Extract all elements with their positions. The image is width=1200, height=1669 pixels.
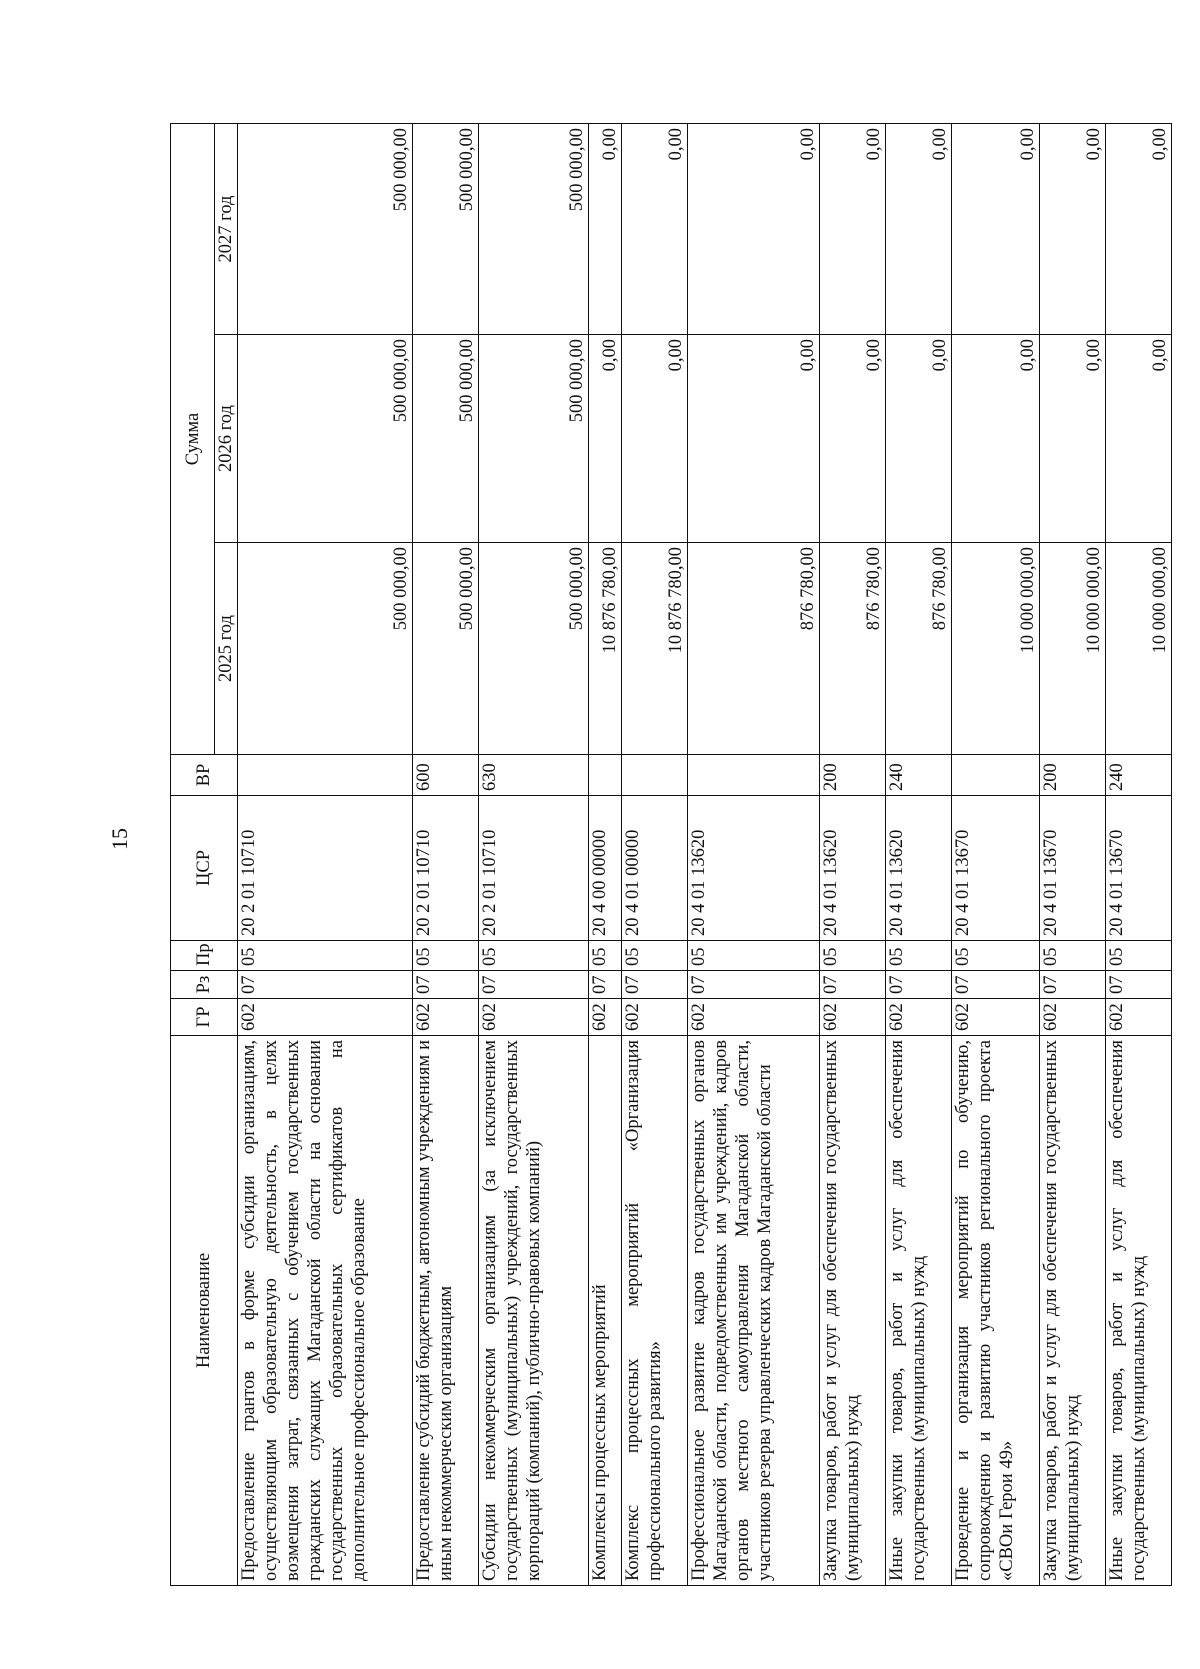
row-name: Проведение и организация мероприятий по обучению, сопровождению и развитию участников регионального проекта «СВОи Герои 49» — [952, 1036, 1040, 1586]
header-name: Наименование — [171, 1036, 238, 1586]
header-2027: 2027 год — [215, 123, 238, 334]
row-2026: 0,00 — [688, 335, 820, 543]
row-rz: 07 — [238, 971, 413, 999]
row-name: Закупка товаров, работ и услуг для обеспечения государственных (муниципальных) нужд — [820, 1036, 886, 1586]
row-name: Комплекс процессных мероприятий «Организация профессионального развития» — [622, 1036, 688, 1586]
row-rz: 07 — [820, 971, 886, 999]
row-2026: 0,00 — [1040, 335, 1106, 543]
header-gr: ГР — [171, 999, 238, 1036]
row-csr: 20 4 01 13670 — [1040, 796, 1106, 941]
row-vr — [952, 755, 1040, 796]
row-vr: 600 — [413, 755, 479, 796]
row-gr: 602 — [820, 999, 886, 1036]
row-rz: 07 — [589, 971, 622, 999]
budget-table — [170, 123, 1172, 1586]
row-gr: 602 — [886, 999, 952, 1036]
row-csr: 20 4 01 13670 — [952, 796, 1040, 941]
row-gr: 602 — [952, 999, 1040, 1036]
row-pr: 05 — [622, 941, 688, 971]
header-sum: Сумма — [171, 123, 215, 754]
row-2026: 0,00 — [1106, 335, 1172, 543]
row-2025: 876 780,00 — [886, 543, 952, 755]
row-csr: 20 2 01 10710 — [238, 796, 413, 941]
row-name: Иные закупки товаров, работ и услуг для обеспечения государственных (муниципальных) нужд — [1106, 1036, 1172, 1586]
row-vr — [238, 755, 413, 796]
row-csr: 20 4 01 00000 — [622, 796, 688, 941]
row-2026: 0,00 — [820, 335, 886, 543]
row-2025: 876 780,00 — [688, 543, 820, 755]
row-2026: 500 000,00 — [238, 335, 413, 543]
rotated-page-body — [170, 124, 1170, 1586]
row-2027: 0,00 — [1040, 123, 1106, 334]
row-2025: 500 000,00 — [479, 543, 589, 755]
header-rz: Рз — [171, 971, 238, 999]
table-row — [622, 123, 688, 1585]
row-pr: 05 — [1106, 941, 1172, 971]
row-pr: 05 — [820, 941, 886, 971]
row-rz: 07 — [479, 971, 589, 999]
row-csr: 20 4 01 13620 — [820, 796, 886, 941]
row-csr: 20 4 01 13670 — [1106, 796, 1172, 941]
row-csr: 20 4 00 00000 — [589, 796, 622, 941]
row-csr: 20 4 01 13620 — [886, 796, 952, 941]
row-rz: 07 — [413, 971, 479, 999]
row-2025: 876 780,00 — [820, 543, 886, 755]
table-row — [688, 123, 820, 1585]
row-gr: 602 — [1106, 999, 1172, 1036]
page-number: 15 — [107, 828, 132, 850]
row-name: Субсидии некоммерческим организациям (за исключением государственных (муниципальных) учреждений, государственных корпораций (компаний), публично-правовых компаний) — [479, 1036, 589, 1586]
row-2027: 0,00 — [622, 123, 688, 334]
row-2027: 0,00 — [1106, 123, 1172, 334]
table-row — [820, 123, 886, 1585]
header-2025: 2025 год — [215, 543, 238, 755]
row-2027: 0,00 — [886, 123, 952, 334]
row-rz: 07 — [622, 971, 688, 999]
row-pr: 05 — [1040, 941, 1106, 971]
row-2025: 10 876 780,00 — [622, 543, 688, 755]
row-pr: 05 — [688, 941, 820, 971]
row-gr: 602 — [238, 999, 413, 1036]
row-pr: 05 — [589, 941, 622, 971]
row-pr: 05 — [238, 941, 413, 971]
row-2026: 500 000,00 — [479, 335, 589, 543]
table-row — [886, 123, 952, 1585]
row-rz: 07 — [1040, 971, 1106, 999]
row-rz: 07 — [688, 971, 820, 999]
row-2025: 10 000 000,00 — [952, 543, 1040, 755]
table-row — [238, 123, 413, 1585]
table-row — [479, 123, 589, 1585]
table-row — [1106, 123, 1172, 1585]
row-gr: 602 — [413, 999, 479, 1036]
row-2027: 500 000,00 — [238, 123, 413, 334]
row-2025: 500 000,00 — [413, 543, 479, 755]
row-rz: 07 — [1106, 971, 1172, 999]
table-row — [589, 123, 622, 1585]
row-gr: 602 — [622, 999, 688, 1036]
row-2027: 0,00 — [688, 123, 820, 334]
row-name: Профессиональное развитие кадров государственных органов Магаданской области, подведомственных им учреждений, кадров органов местного самоуправления Магаданской области, участников резерва управленческих кадров Магаданской области — [688, 1036, 820, 1586]
row-csr: 20 2 01 10710 — [413, 796, 479, 941]
row-2027: 500 000,00 — [479, 123, 589, 334]
row-vr: 240 — [886, 755, 952, 796]
table-row — [952, 123, 1040, 1585]
row-rz: 07 — [952, 971, 1040, 999]
row-pr: 05 — [479, 941, 589, 971]
row-2025: 10 000 000,00 — [1106, 543, 1172, 755]
row-rz: 07 — [886, 971, 952, 999]
row-vr: 200 — [820, 755, 886, 796]
row-name: Предоставление субсидий бюджетным, автономным учреждениям и иным некоммерческим организациям — [413, 1036, 479, 1586]
header-csr: ЦСР — [171, 796, 238, 941]
row-name: Комплексы процессных мероприятий — [589, 1036, 622, 1586]
header-vr: ВР — [171, 755, 238, 796]
row-name: Предоставление грантов в форме субсидии организациям, осуществляющим образовательную деятельность, в целях возмещения затрат, связанных с обучением государственных гражданских служащих Магаданской области на основании государственных образовательных сертификатов на дополнительное профессиональное образование — [238, 1036, 413, 1586]
row-pr: 05 — [413, 941, 479, 971]
row-vr — [688, 755, 820, 796]
row-name: Закупка товаров, работ и услуг для обеспечения государственных (муниципальных) нужд — [1040, 1036, 1106, 1586]
row-gr: 602 — [688, 999, 820, 1036]
row-gr: 602 — [479, 999, 589, 1036]
row-vr — [589, 755, 622, 796]
row-pr: 05 — [952, 941, 1040, 971]
row-csr: 20 4 01 13620 — [688, 796, 820, 941]
header-pr: Пр — [171, 941, 238, 971]
row-csr: 20 2 01 10710 — [479, 796, 589, 941]
row-vr: 630 — [479, 755, 589, 796]
row-2026: 500 000,00 — [413, 335, 479, 543]
row-2027: 0,00 — [589, 123, 622, 334]
row-2026: 0,00 — [622, 335, 688, 543]
header-2026: 2026 год — [215, 335, 238, 543]
row-2025: 10 000 000,00 — [1040, 543, 1106, 755]
row-2026: 0,00 — [952, 335, 1040, 543]
row-gr: 602 — [1040, 999, 1106, 1036]
row-2026: 0,00 — [886, 335, 952, 543]
row-2027: 500 000,00 — [413, 123, 479, 334]
table-row — [1040, 123, 1106, 1585]
row-vr: 240 — [1106, 755, 1172, 796]
row-2026: 0,00 — [589, 335, 622, 543]
row-gr: 602 — [589, 999, 622, 1036]
row-vr: 200 — [1040, 755, 1106, 796]
row-2025: 500 000,00 — [238, 543, 413, 755]
row-pr: 05 — [886, 941, 952, 971]
row-name: Иные закупки товаров, работ и услуг для обеспечения государственных (муниципальных) нужд — [886, 1036, 952, 1586]
row-2025: 10 876 780,00 — [589, 543, 622, 755]
table-row — [413, 123, 479, 1585]
row-2027: 0,00 — [952, 123, 1040, 334]
row-2027: 0,00 — [820, 123, 886, 334]
row-vr — [622, 755, 688, 796]
